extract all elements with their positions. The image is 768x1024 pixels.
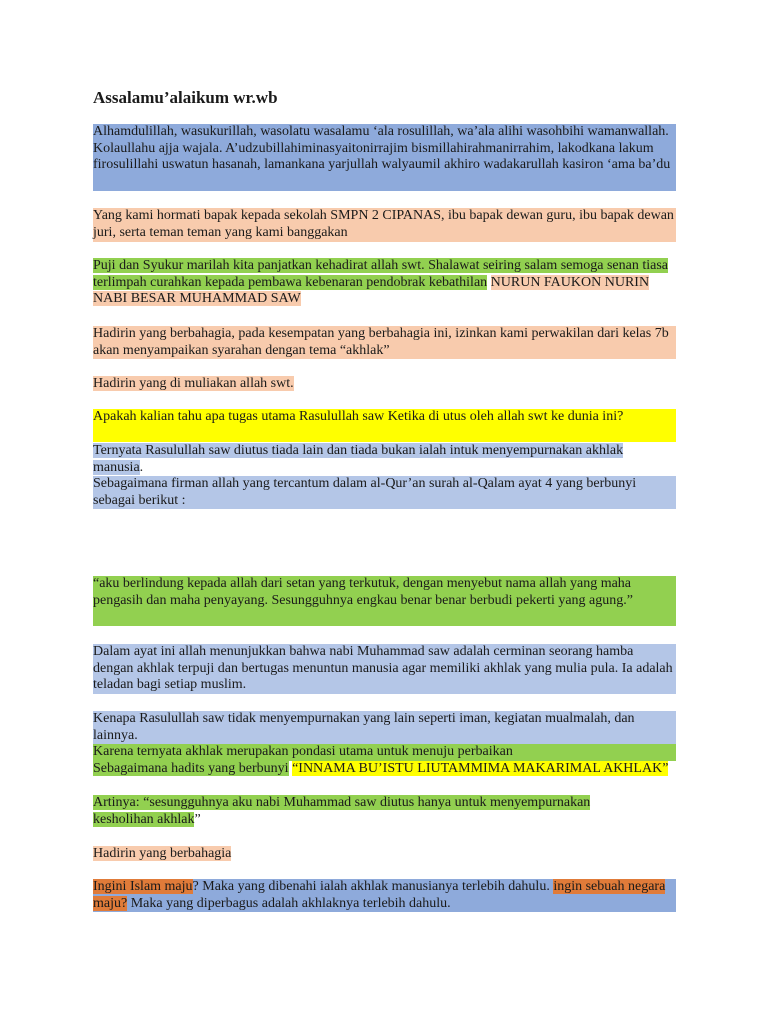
praise-paragraph — [93, 258, 676, 308]
islam-answer-text: ? Maka yang dibenahi ialah akhlak manusianya terlebih dahulu. — [192, 879, 550, 894]
audience-text: Hadirin yang berbahagia — [93, 846, 232, 861]
why-paragraph — [93, 711, 676, 744]
nation-answer-text: Maka yang diperbagus adalah akhlaknya terlebih dahulu. — [127, 895, 451, 911]
quran-intro-text: Sebagaimana firman allah yang tercantum dalam al-Qur’an surah al-Qalam ayat 4 yang berbunyi sebagai berikut : — [93, 476, 637, 508]
quran-intro-paragraph — [93, 476, 676, 509]
question-text: Apakah kalian tahu apa tugas utama Rasulullah saw Ketika di utus oleh allah swt ke dunia ini? — [93, 409, 624, 424]
hadith-paragraph — [93, 761, 676, 778]
prophet-name-text: NURUN FAUKON NURIN NABI BESAR MUHAMMAD SAW — [93, 274, 650, 307]
explanation-text: Dalam ayat ini allah menunjukkan bahwa nabi Muhammad saw adalah cerminan seorang hamba dengan akhlak terpuji dan bertugas menuntun manusia agar memiliki akhlak yang mulia pula. Ia adalah teladan bagi setiap muslim. — [93, 644, 673, 693]
intro-paragraph — [93, 326, 676, 359]
nation-question-text: ingin sebuah negara maju? — [93, 879, 666, 911]
verse-translation-text: “aku berlindung kepada allah dari setan yang terkutuk, dengan menyebut nama allah yang maha pengasih dan maha penyayang. Sesungguhnya engkau benar benar berbudi pekerti yang agung.” — [93, 576, 633, 608]
hadith-arabic-text: “INNAMA BU’ISTU LIUTAMMIMA MAKARIMAL AKHLAK” — [292, 761, 669, 776]
audience-line — [93, 846, 676, 863]
greeting-paragraph — [93, 208, 676, 242]
verse-translation-paragraph — [93, 576, 676, 626]
intro-text: Hadirin yang berbahagia, pada kesempatan yang berbahagia ini, izinkan kami perwakilan dari kelas 7b akan menyampaikan syarahan dengan tema “akhlak” — [93, 326, 669, 358]
islam-question-text: Ingini Islam maju — [93, 879, 193, 894]
praise-text: Puji dan Syukur marilah kita panjatkan kehadirat allah swt. Shalawat seiring salam semoga senan tiasa terlimpah curahkan kepada pembawa kebenaran pendobrak kebathilan — [93, 258, 669, 290]
meaning-paragraph — [93, 795, 645, 828]
explanation-paragraph — [93, 644, 676, 694]
opening-text: Alhamdulillah, wasukurillah, wasolatu wasalamu ‘ala rosulillah, wa’ala alihi wasohbihi wamanwallah. Kolaullahu ajja wajala. A’udzubillahiminasyaitonirrajim bismillahirahmanirrahim, lakodkana lakum firosulillahi uswatun hasanah, lamankana yarjullah walyaumil akhiro wadakarullah kasiron ‘ama ba’du — [93, 124, 671, 173]
honored-audience-line — [93, 376, 676, 393]
foundation-line — [93, 744, 676, 761]
opening-paragraph — [93, 124, 676, 191]
hadith-intro-text: Sebagaimana hadits yang berbunyi — [93, 761, 289, 776]
answer-paragraph — [93, 443, 638, 476]
question-paragraph — [93, 409, 676, 442]
greeting-text: Yang kami hormati bapak kepada sekolah SMPN 2 CIPANAS, ibu bapak dewan guru, ibu bapak dewan juri, serta teman teman yang kami banggakan — [93, 208, 674, 240]
honored-audience-text: Hadirin yang di muliakan allah swt. — [93, 376, 294, 391]
answer-text: Ternyata Rasulullah saw diutus tiada lain dan tiada bukan ialah intuk menyempurnakan akhlak manusia — [93, 443, 624, 475]
why-text: Kenapa Rasulullah saw tidak menyempurnakan yang lain seperti iman, kegiatan mualmalah, dan lainnya. — [93, 711, 635, 743]
greeting-title: Assalamu’alaikum wr.wb — [93, 88, 278, 107]
closing-paragraph — [93, 879, 676, 912]
meaning-end-quote: ” — [194, 811, 201, 827]
answer-period: . — [139, 459, 144, 475]
foundation-text: Karena ternyata akhlak merupakan pondasi utama untuk menuju perbaikan — [93, 744, 513, 759]
meaning-text: Artinya: “sesungguhnya aku nabi Muhammad saw diutus hanya untuk menyempurnakan kesholihan akhlak — [93, 795, 591, 827]
